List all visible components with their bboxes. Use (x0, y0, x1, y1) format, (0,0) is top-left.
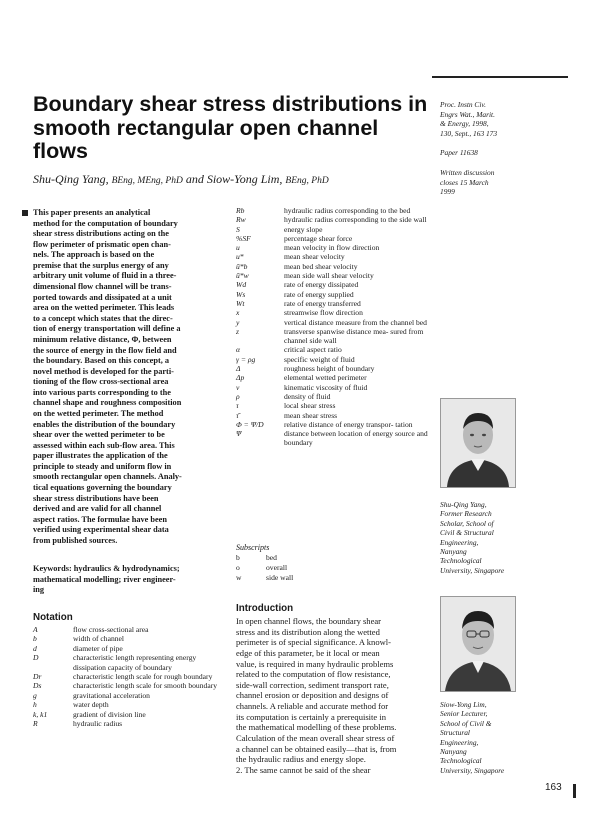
abstract-line: assessed within each sub-flow area. This (33, 440, 175, 450)
symbol-item (236, 280, 432, 289)
abstract-line: shear stress distributions have been (33, 493, 159, 503)
abstract-line: shear over the wetted perimeter to be (33, 430, 165, 440)
abstract (33, 208, 221, 547)
abstract-line: shear stress distributions acting on the (33, 229, 169, 239)
introduction-line: the hydraulic radius and energy slope. (236, 754, 366, 765)
journal-citation (440, 100, 570, 197)
symbol-name: τ̄ (236, 410, 239, 420)
notation-symbol: A (33, 625, 38, 634)
author2-bio (440, 700, 570, 775)
bio-line: Nanyang (440, 547, 467, 557)
symbol-name: Wd (236, 280, 247, 290)
symbol-item (236, 271, 432, 280)
symbol-description: elemental wetted perimeter (284, 373, 367, 383)
notation-description: diameter of pipe (73, 643, 123, 653)
symbol-description: critical aspect ratio (284, 345, 342, 355)
introduction-line: edge of this parameter, be it local or mean (236, 647, 380, 658)
bio-line: Engineering, (440, 737, 479, 747)
introduction-line: related to the computation of flow resistance, (236, 669, 391, 680)
symbol-item (236, 234, 432, 243)
introduction-line: a channel can be obtained easily—that is, from (236, 743, 397, 754)
abstract-line: novel method is developed for the parti- (33, 366, 174, 376)
notation-description: water depth (73, 700, 109, 710)
symbol-item (236, 411, 432, 420)
keywords-line: ing (33, 585, 45, 595)
symbol-description: local shear stress (284, 401, 336, 411)
symbol-name: S (236, 224, 240, 234)
notation-item (33, 710, 223, 719)
notation-symbol: k, k1 (33, 709, 48, 719)
notation-item (33, 700, 223, 709)
introduction-line: its computation is certainly a prerequisite in (236, 711, 387, 722)
notation-symbol: D (33, 653, 39, 663)
symbol-item (236, 308, 432, 317)
abstract-line: derived and are valid for all channel (33, 504, 162, 514)
symbol-item (236, 290, 432, 299)
abstract-line: verified using experimental shear data (33, 525, 169, 535)
bio-line: School of Civil & (440, 718, 492, 728)
subscript-list (236, 553, 432, 583)
symbol-description: mean shear velocity (284, 252, 345, 262)
author1-photo (440, 398, 516, 488)
abstract-line: principle to steady and uniform flow in (33, 461, 172, 471)
author2-name: Siow-Yong Lim, (206, 172, 283, 186)
symbol-description: mean shear stress (284, 410, 338, 420)
symbol-name: y (236, 317, 240, 327)
symbol-list (236, 206, 432, 448)
bio-line: Technological (440, 556, 482, 566)
symbol-item (236, 429, 432, 448)
notation-description: characteristic length scale for rough boundary (73, 672, 213, 682)
notation-description: flow cross-sectional area (73, 625, 149, 634)
symbol-item (236, 243, 432, 252)
introduction-line: perimeter is of special significance. A knowl- (236, 637, 391, 648)
introduction-heading: Introduction (236, 603, 294, 614)
notation-symbol: b (33, 634, 37, 644)
notation-item (33, 625, 223, 634)
abstract-line: nels. The approach is based on the (33, 250, 155, 260)
symbol-name: Δ (236, 364, 241, 374)
abstract-line: area on the wetted perimeter. This leads (33, 303, 175, 313)
bio-line: Siow-Yong Lim, (440, 700, 487, 709)
subscript-description: side wall (266, 573, 294, 582)
author2-degrees: BEng, PhD (285, 176, 329, 186)
symbol-item (236, 345, 432, 354)
symbol-item (236, 206, 432, 215)
symbol-name: α (236, 345, 240, 355)
author2-photo (440, 596, 516, 692)
notation-symbol: Ds (33, 681, 42, 691)
author1-bio (440, 500, 570, 575)
symbol-description: rate of energy supplied (284, 289, 354, 299)
symbol-name: Δp (236, 373, 245, 383)
abstract-line: minimum relative distance, Φ, between (33, 334, 172, 344)
portrait-icon (441, 399, 515, 487)
symbol-name: z (236, 326, 239, 336)
symbol-item (236, 327, 432, 346)
notation-item (33, 634, 223, 643)
abstract-line: dimensional flow channel will be trans- (33, 282, 172, 292)
abstract-line: into various parts corresponding to the (33, 387, 171, 397)
discussion-line: Written discussion (440, 167, 495, 177)
symbol-description: relative distance of energy transpor- tation (284, 419, 413, 429)
notation-symbol: Dr (33, 672, 42, 682)
abstract-line: arbitrary unit volume of fluid in a three- (33, 271, 177, 281)
symbol-description: transverse spanwise distance mea- sured from channel side wall (284, 326, 424, 346)
abstract-line: tical equations governing the boundary (33, 483, 172, 493)
author1-degrees: BEng, MEng, PhD (111, 176, 183, 186)
symbol-description: mean side wall shear velocity (284, 271, 374, 281)
top-rule (432, 76, 568, 78)
symbol-description: energy slope (284, 224, 323, 234)
discussion-line: closes 15 March (440, 177, 489, 187)
page-number: 163 (545, 782, 562, 793)
abstract-line: enables the distribution of the boundary (33, 419, 176, 429)
introduction-line: channel erosion or deposition and designs of (236, 690, 389, 701)
symbol-description: percentage shear force (284, 233, 353, 243)
symbol-item (236, 373, 432, 382)
author1-name: Shu-Qing Yang, (33, 172, 109, 186)
abstract-line: to a concept which states that the direc- (33, 313, 173, 323)
abstract-line: smooth rectangular open channels. Analy- (33, 472, 182, 482)
discussion-line: 1999 (440, 187, 455, 197)
subscript-symbol: o (236, 563, 240, 572)
abstract-line: This paper presents an analytical (33, 208, 151, 217)
abstract-line: on the wetted perimeter. The method (33, 408, 164, 418)
symbol-description: kinematic viscosity of fluid (284, 382, 368, 392)
symbol-name: ρ (236, 391, 240, 401)
subscript-item (236, 573, 432, 583)
bio-line: Nanyang (440, 747, 467, 757)
symbol-item (236, 355, 432, 364)
portrait-icon (441, 597, 515, 691)
abstract-line: tioning of the flow cross-sectional area (33, 377, 169, 387)
introduction-line: 2. The same cannot be said of the shear (236, 764, 371, 775)
bio-line: Engineering, (440, 537, 479, 547)
abstract-line: flow perimeter of prismatic open chan- (33, 239, 171, 249)
abstract-line: paper illustrates the application of the (33, 451, 168, 461)
symbol-description: rate of energy dissipated (284, 280, 359, 290)
abstract-line: the source of energy in the flow field and (33, 345, 177, 355)
symbol-description: hydraulic radius corresponding to the bed (284, 206, 411, 215)
subscripts-heading: Subscripts (236, 543, 270, 552)
notation-item (33, 681, 223, 690)
notation-symbol: g (33, 690, 37, 700)
notation-symbol: d (33, 643, 37, 653)
symbol-description: hydraulic radius corresponding to the side wall (284, 215, 427, 225)
bio-line: Civil & Structural (440, 528, 494, 538)
introduction-line: channels. A reliable and accurate method for (236, 701, 389, 711)
abstract-line: premise that the surplus energy of any (33, 260, 169, 270)
citation-line: Proc. Instn Civ. (440, 100, 486, 109)
symbol-name: Wt (236, 298, 245, 308)
notation-description: characteristic length scale for smooth boundary (73, 681, 218, 691)
notation-item (33, 653, 223, 672)
notation-item (33, 719, 223, 728)
introduction-line: stress and its distribution along the wetted (236, 626, 380, 637)
subscript-description: overall (266, 563, 288, 572)
notation-symbol: h (33, 700, 37, 710)
symbol-item (236, 420, 432, 429)
keywords-line: mathematical modelling; river engineer- (33, 574, 176, 584)
symbol-description: mean bed shear velocity (284, 261, 358, 271)
citation-line: & Energy, 1998, (440, 119, 489, 129)
abstract-line: channel shape and roughness composition (33, 398, 182, 408)
abstract-line: aspect ratios. The formulae have been (33, 514, 167, 524)
symbol-name: u (236, 243, 240, 253)
symbol-description: specific weight of fluid (284, 354, 355, 364)
symbol-name: %SF (236, 233, 251, 243)
abstract-line: the boundary. Based on this concept, a (33, 356, 169, 366)
symbol-description: streamwise flow direction (284, 308, 363, 318)
notation-description: hydraulic radius (73, 719, 123, 729)
introduction-line: the mathematical modelling of these problems. (236, 722, 397, 733)
notation-symbol: R (33, 719, 38, 729)
subscript-description: bed (266, 553, 277, 562)
introduction-line: value, is required in many hydraulic problems (236, 658, 394, 669)
notation-item (33, 691, 223, 700)
symbol-name: τ (236, 401, 239, 411)
symbol-name: ū*w (236, 271, 249, 281)
symbol-item (236, 364, 432, 373)
notation-description: gradient of division line (73, 709, 146, 719)
symbol-item (236, 225, 432, 234)
symbol-name: Ws (236, 289, 246, 299)
symbol-item (236, 383, 432, 392)
bio-line: University, Singapore (440, 565, 505, 575)
symbol-description: vertical distance measure from the channel bed (284, 317, 427, 327)
abstract-line: tion of energy transportation will define a (33, 324, 181, 334)
subscript-symbol: b (236, 553, 240, 562)
symbol-description: rate of energy transferred (284, 298, 361, 308)
symbol-name: ν (236, 382, 240, 392)
symbol-item (236, 262, 432, 271)
notation-description: characteristic length representing energy dissipation capacity of boundary (73, 653, 197, 672)
notation-description: width of channel (73, 634, 125, 644)
bio-line: Senior Lecturer, (440, 709, 488, 719)
abstract-bullet-icon (22, 210, 28, 216)
author-line (33, 172, 433, 187)
abstract-line: method for the computation of boundary (33, 218, 178, 228)
introduction-text (236, 616, 434, 775)
introduction-line: side-wall correction, sediment transport rate, (236, 679, 389, 690)
symbol-description: mean velocity in flow direction (284, 243, 380, 253)
symbol-item (236, 392, 432, 401)
bio-line: Shu-Qing Yang, (440, 500, 487, 509)
paper-title: Boundary shear stress distributions in smooth rectangular open channel flows (33, 92, 428, 163)
symbol-name: u* (236, 252, 244, 262)
introduction-line: Calculation of the mean overall shear stress of (236, 732, 395, 743)
page-marker (573, 784, 576, 798)
abstract-line: from published sources. (33, 535, 118, 545)
symbol-name: Ψ (236, 429, 242, 439)
symbol-name: x (236, 308, 240, 318)
bio-line: University, Singapore (440, 765, 505, 775)
symbol-name: γ = ρg (236, 354, 256, 364)
abstract-line: ported towards and dissipated at a unit (33, 292, 172, 302)
notation-item (33, 672, 223, 681)
bio-line: Former Research (440, 509, 492, 519)
keywords (33, 564, 233, 596)
subscript-item (236, 563, 432, 573)
symbol-item (236, 401, 432, 410)
symbol-item (236, 299, 432, 308)
symbol-item (236, 215, 432, 224)
notation-description: gravitational acceleration (73, 690, 150, 700)
symbol-name: ū*b (236, 261, 248, 271)
symbol-name: Φ = Ψ/D (236, 419, 264, 429)
subscript-item (236, 553, 432, 563)
notation-list (33, 625, 223, 728)
symbol-name: Rw (236, 215, 246, 225)
bio-line: Technological (440, 756, 482, 766)
symbol-description: distance between location of energy source and boundary (284, 429, 428, 448)
notation-heading: Notation (33, 612, 73, 623)
notation-item (33, 644, 223, 653)
citation-line: Engrs Wat., Marit. (440, 109, 495, 119)
keywords-line: Keywords: hydraulics & hydrodynamics; (33, 564, 180, 573)
bio-line: Structural (440, 728, 470, 738)
paper-number: Paper 11638 (440, 148, 478, 158)
symbol-description: roughness height of boundary (284, 364, 375, 374)
author-conjunction: and (185, 172, 204, 186)
symbol-description: density of fluid (284, 391, 331, 401)
bio-line: Scholar, School of (440, 518, 494, 528)
subscript-symbol: w (236, 573, 242, 582)
symbol-item (236, 318, 432, 327)
introduction-line: In open channel flows, the boundary shear (236, 616, 382, 626)
symbol-item (236, 252, 432, 261)
citation-line: 130, Sept., 163 173 (440, 128, 498, 138)
symbol-name: Rb (236, 206, 245, 215)
